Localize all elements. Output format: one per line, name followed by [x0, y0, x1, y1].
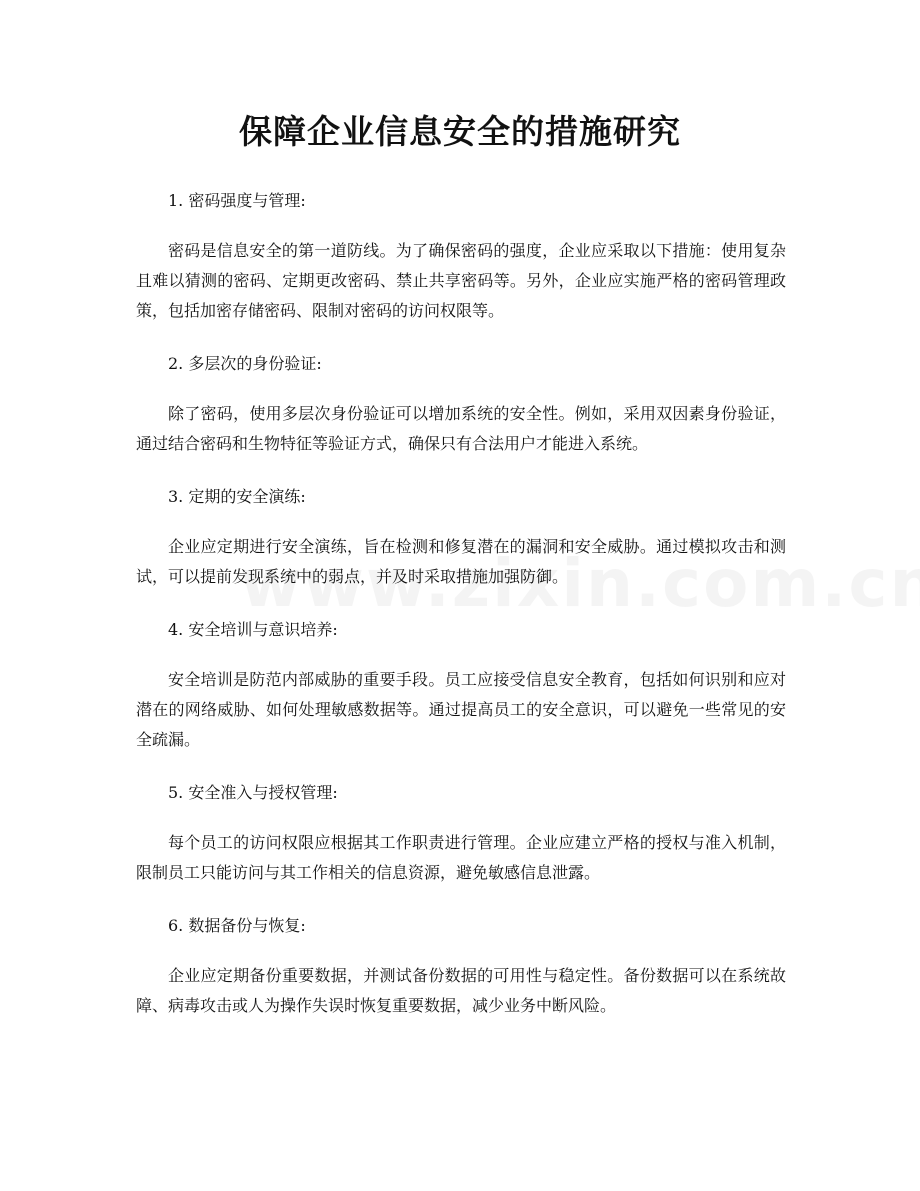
section-2	[136, 347, 786, 459]
section-paragraph: 密码是信息安全的第一道防线。为了确保密码的强度，企业应采取以下措施：使用复杂且难以猜测的密码、定期更改密码、禁止共享密码等。另外，企业应实施严格的密码管理政策，包括加密存储密码、限制对密码的访问权限等。	[136, 241, 786, 320]
section-paragraph: 除了密码，使用多层次身份验证可以增加系统的安全性。例如，采用双因素身份验证，通过结合密码和生物特征等验证方式，确保只有合法用户才能进入系统。	[136, 404, 786, 453]
section-1	[136, 184, 786, 326]
section-heading: 3. 定期的安全演练:	[168, 487, 306, 506]
section-4	[136, 613, 786, 755]
section-paragraph: 每个员工的访问权限应根据其工作职责进行管理。企业应建立严格的授权与准入机制，限制员工只能访问与其工作相关的信息资源，避免敏感信息泄露。	[136, 833, 786, 882]
document-body	[136, 184, 786, 1021]
section-6	[136, 909, 786, 1021]
section-3	[136, 480, 786, 592]
section-heading: 1. 密码强度与管理:	[168, 191, 306, 210]
page-title: 保障企业信息安全的措施研究	[239, 112, 681, 151]
section-heading: 4. 安全培训与意识培养:	[168, 620, 338, 639]
section-heading: 2. 多层次的身份验证:	[168, 354, 322, 373]
section-heading: 5. 安全准入与授权管理:	[168, 783, 338, 802]
section-heading: 6. 数据备份与恢复:	[168, 916, 306, 935]
section-paragraph: 安全培训是防范内部威胁的重要手段。员工应接受信息安全教育，包括如何识别和应对潜在的网络威胁、如何处理敏感数据等。通过提高员工的安全意识，可以避免一些常见的安全疏漏。	[136, 670, 786, 749]
section-paragraph: 企业应定期进行安全演练，旨在检测和修复潜在的漏洞和安全威胁。通过模拟攻击和测试，可以提前发现系统中的弱点，并及时采取措施加强防御。	[136, 537, 786, 586]
section-paragraph: 企业应定期备份重要数据，并测试备份数据的可用性与稳定性。备份数据可以在系统故障、病毒攻击或人为操作失误时恢复重要数据，减少业务中断风险。	[136, 966, 786, 1015]
section-5	[136, 776, 786, 888]
